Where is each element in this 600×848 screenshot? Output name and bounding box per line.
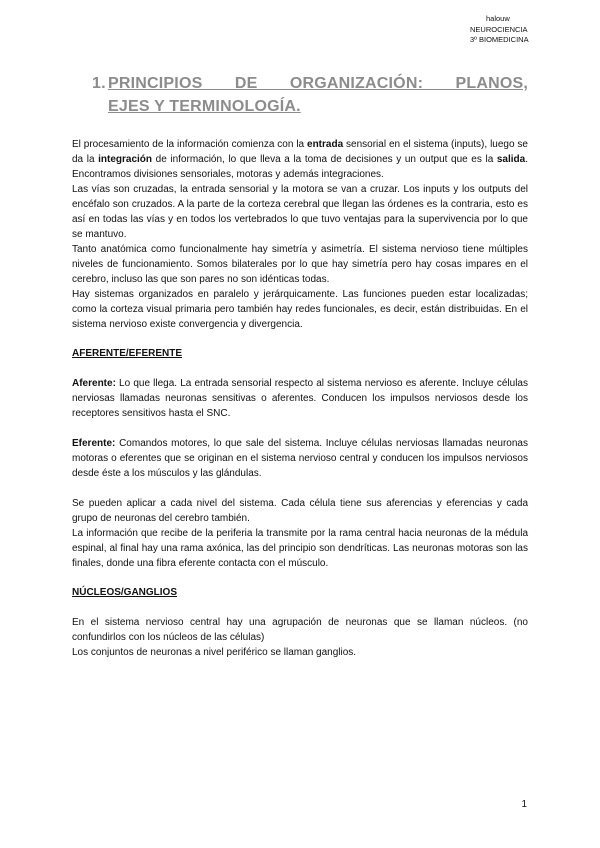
aferente-paragraph <box>72 376 528 421</box>
intro-paragraph-3: Tanto anatómica como funcionalmente hay simetría y asimetría. El sistema nervioso tiene múltiples niveles de funcionamiento. Somos bilaterales por lo que hay simetría pero hay cosas impares en el cerebro, incluso las que son pares no son idénticas todas. <box>72 244 528 285</box>
section-title-line-2: EJES Y TERMINOLOGÍA. <box>108 98 301 115</box>
intro-paragraph-2: Las vías son cruzadas, la entrada sensorial y la motora se van a cruzar. Los inputs y los outputs del encéfalo son cruzados. A la parte de la corteza cerebral que llegan las órdenes es la contraria, esto es así en todas las vías y en todos los vertebrados lo que tuvo ventajas para la supervivencia por lo que se mantuvo. <box>72 184 528 240</box>
term-salida: salida <box>496 154 526 165</box>
document-header <box>470 14 560 46</box>
text-run: . Encontramos divisiones sensoriales, motoras y además integraciones. <box>72 154 528 180</box>
nucleos-paragraph: En el sistema nervioso central hay una agrupación de neuronas que se llaman núcleos. (no confundirlos con los núcleos de las células) <box>72 617 528 643</box>
heading-aferente-eferente: AFERENTE/EFERENTE <box>72 348 183 359</box>
term-eferente: Eferente: <box>72 438 116 449</box>
term-entrada: entrada <box>307 139 344 150</box>
page-number: 1 <box>521 799 527 810</box>
section-number: 1. <box>92 75 106 92</box>
section-title-line-1: PRINCIPIOS DE ORGANIZACIÓN: PLANOS, <box>108 75 528 92</box>
info-paragraph: La información que recibe de la periferia la transmite por la rama central hacia neuronas de la médula espinal, al final hay una rama axónica, las del principio son dendríticas. Las neuronas motoras son las finales, donde una fibra eferente contacta con el músculo. <box>72 528 528 569</box>
document-body <box>72 137 528 660</box>
ganglios-paragraph: Los conjuntos de neuronas a nivel periférico se llaman ganglios. <box>72 647 357 658</box>
text-run: sensorial en el sistema (inputs), luego se da la <box>72 139 528 165</box>
course-name: 3º BIOMEDICINA <box>470 35 529 44</box>
section-title <box>92 72 528 118</box>
text-run: Comandos motores, lo que sale del sistema. Incluye células nerviosas llamadas neuronas motoras o eferentes que se originan en el sistema nervioso central y conducen los impulsos nerviosos desde éste a los músculos y las glándulas. <box>72 438 528 479</box>
term-aferente: Aferente: <box>72 378 116 389</box>
subject-name: NEUROCIENCIA <box>470 24 528 34</box>
intro-paragraph-4: Hay sistemas organizados en paralelo y jerárquicamente. Las funciones pueden estar localizadas; como la corteza visual primaria pero también hay redes funcionales, es decir, están distribuidas. En el sistema nervioso existe convergencia y divergencia. <box>72 289 528 330</box>
term-integracion: integración <box>98 154 153 165</box>
heading-nucleos-ganglios: NÚCLEOS/GANGLIOS <box>72 587 178 598</box>
eferente-paragraph <box>72 436 528 481</box>
text-run: Lo que llega. La entrada sensorial respecto al sistema nervioso es aferente. Incluye células nerviosas llamadas neuronas sensitivas o aferentes. Conducen los impulsos nerviosos desde los receptores sensitivos hasta el SNC. <box>72 378 528 419</box>
levels-paragraph: Se pueden aplicar a cada nivel del sistema. Cada célula tiene sus aferencias y eferencias y cada grupo de neuronas del cerebro también. <box>72 498 528 524</box>
author-name: halouw <box>486 14 510 23</box>
text-run: de información, lo que lleva a la toma de decisiones y un output que es la <box>152 154 497 165</box>
intro-paragraph-1 <box>72 137 528 182</box>
text-run: El procesamiento de la información comienza con la <box>72 139 308 150</box>
